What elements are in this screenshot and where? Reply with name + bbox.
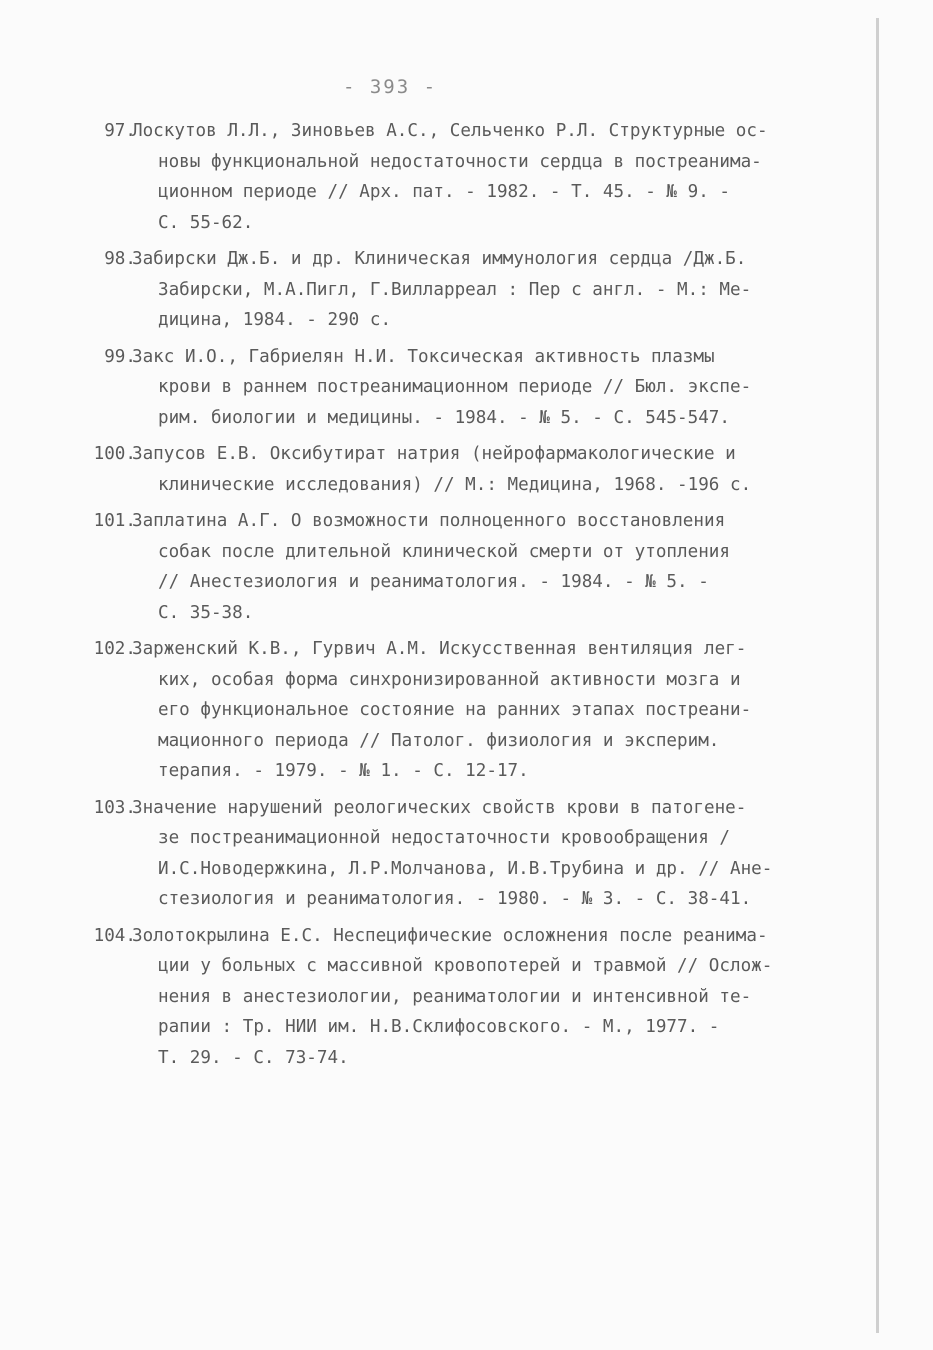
reference-item — [70, 342, 860, 434]
reference-text-line: ционном периоде // Арх. пат. - 1982. - Т. 45. - № 9. - — [158, 182, 730, 202]
reference-list — [70, 116, 860, 1079]
reference-text-line: Лоскутов Л.Л., Зиновьев А.С., Сельченко Р.Л. Структурные ос- — [132, 121, 768, 141]
reference-text-line: собак после длительной клинической смерти от утопления — [158, 541, 730, 562]
page-edge-shadow — [876, 18, 879, 1333]
reference-text-line: терапия. - 1979. - № 1. - С. 12-17. — [158, 761, 529, 781]
reference-number: 103. — [93, 797, 136, 818]
reference-item — [70, 244, 860, 336]
reference-number: 99. — [104, 346, 136, 367]
reference-text-line: Зарженский К.В., Гурвич А.М. Искусственная вентиляция лег- — [132, 639, 747, 659]
reference-text-line: ких, особая форма синхронизированной активности мозга и — [158, 669, 741, 690]
reference-text-line: крови в раннем постреанимационном периоде // Бюл. экспе- — [158, 377, 752, 397]
reference-text-line: рапии : Тр. НИИ им. Н.В.Склифосовского. - М., 1977. - — [158, 1017, 720, 1037]
reference-text-line: рим. биологии и медицины. - 1984. - № 5. - С. 545-547. — [158, 407, 730, 428]
reference-text-line: Забирски Дж.Б. и др. Клиническая иммунология сердца /Дж.Б. — [132, 249, 747, 269]
reference-text-line: Забирски, М.А.Пигл, Г.Вилларреал : Пер с англ. - М.: Ме- — [158, 279, 752, 300]
reference-text-line: Золотокрылина Е.С. Неспецифические осложнения после реанима- — [132, 925, 768, 946]
reference-text-line: стезиология и реаниматология. - 1980. - № 3. - С. 38-41. — [158, 889, 752, 909]
reference-text-line: нения в анестезиологии, реаниматологии и интенсивной те- — [158, 986, 752, 1007]
reference-text-line: // Анестезиология и реаниматология. - 1984. - № 5. - — [158, 572, 709, 592]
reference-text-line: мационного периода // Патолог. физиология и эксперим. — [158, 730, 720, 751]
reference-text-line: дицина, 1984. - 290 с. — [158, 310, 392, 330]
reference-text-line: новы функциональной недостаточности сердца в постреанима- — [158, 151, 762, 172]
reference-text-line: ции у больных с массивной кровопотерей и травмой // Ослож- — [158, 956, 773, 976]
reference-item — [70, 921, 860, 1074]
reference-item — [70, 116, 860, 238]
reference-number: 102. — [93, 639, 136, 659]
reference-number: 98. — [104, 249, 136, 269]
reference-text-line: С. 35-38. — [158, 602, 254, 623]
page-number: - 393 - — [342, 76, 438, 98]
reference-item — [70, 793, 860, 915]
reference-number: 104. — [93, 925, 136, 946]
reference-item — [70, 506, 860, 628]
reference-text-line: И.С.Новодержкина, Л.Р.Молчанова, И.В.Трубина и др. // Ане- — [158, 858, 773, 879]
reference-text-line: С. 55-62. — [158, 212, 254, 233]
reference-number: 101. — [93, 511, 136, 531]
reference-text-line: его функциональное состояние на ранних этапах постреани- — [158, 700, 752, 720]
reference-text-line: зе постреанимационной недостаточности кровообращения / — [158, 828, 730, 848]
reference-text-line: Значение нарушений реологических свойств крови в патогене- — [132, 797, 747, 818]
reference-text-line: клинические исследования) // М.: Медицина, 1968. -196 с. — [158, 474, 752, 495]
reference-text-line: Закс И.О., Габриелян Н.И. Токсическая активность плазмы — [132, 346, 715, 367]
reference-text-line: Заплатина А.Г. О возможности полноценного восстановления — [132, 511, 726, 531]
reference-text-line: Запусов Е.В. Оксибутират натрия (нейрофармакологические и — [132, 444, 736, 464]
reference-item — [70, 634, 860, 787]
reference-number: 97. — [104, 121, 136, 141]
reference-text-line: Т. 29. - С. 73-74. — [158, 1047, 349, 1068]
reference-item — [70, 439, 860, 500]
reference-number: 100. — [93, 444, 136, 464]
